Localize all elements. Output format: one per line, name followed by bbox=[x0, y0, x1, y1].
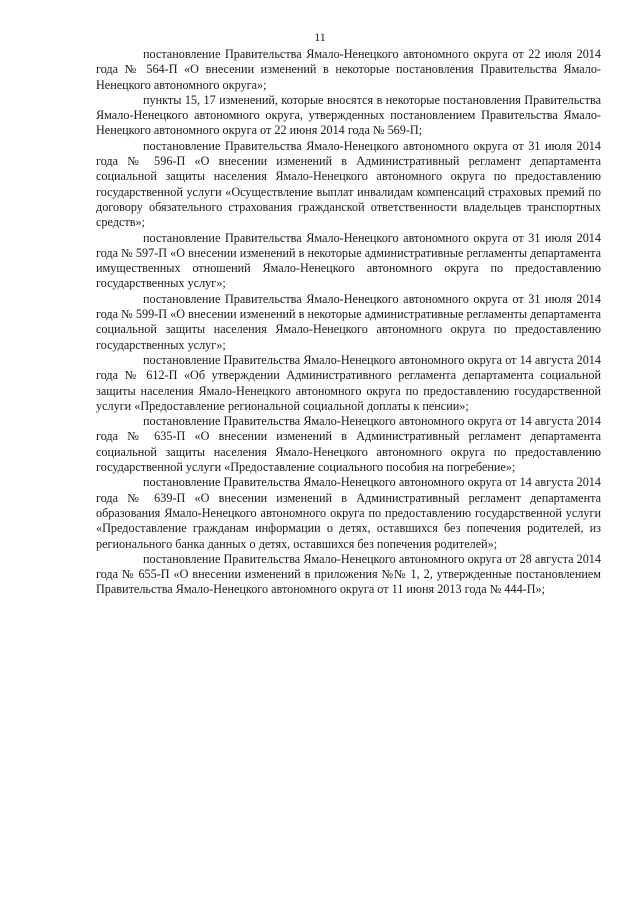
paragraph-635-p: постановление Правительства Ямало-Ненецкого автономного округа от 14 августа 2014 года № 635-П «О внесении изменений в Административный регламент департамента социальной защиты населения Ямало-Ненецкого автономного округа по предоставлению государственной услуги «Предоставление социального пособия на погребение»; bbox=[96, 414, 601, 475]
paragraph-655-p: постановление Правительства Ямало-Ненецкого автономного округа от 28 августа 2014 года № 655-П «О внесении изменений в приложения №№ 1, 2, утвержденные постановлением Правительства Ямало-Ненецкого автономного округа от 11 июня 2013 года № 444-П»; bbox=[96, 551, 601, 597]
paragraph-596-p: постановление Правительства Ямало-Ненецкого автономного округа от 31 июля 2014 года № 596-П «О внесении изменений в Административный регламент департамента социальной защиты населения Ямало-Ненецкого автономного округа по предоставлению государственной услуги «Осуществление выплат инвалидам компенсаций страховых премий по договору обязательного страхования гражданской ответственности владельцев транспортных средств»; bbox=[96, 138, 601, 230]
paragraph-639-p: постановление Правительства Ямало-Ненецкого автономного округа от 14 августа 2014 года № 639-П «О внесении изменений в Административный регламент департамента образования Ямало-Ненецкого автономного округа по предоставлению государственной услуги «Предоставление гражданам информации о детях, оставшихся без попечения родителей, из регионального банка данных о детях, оставшихся без попечения родителей»; bbox=[96, 475, 601, 551]
paragraph-597-p: постановление Правительства Ямало-Ненецкого автономного округа от 31 июля 2014 года № 597-П «О внесении изменений в некоторые административные регламенты департамента имущественных отношений Ямало-Ненецкого автономного округа по предоставлению государственных услуг»; bbox=[96, 230, 601, 291]
page-number: 11 bbox=[314, 30, 326, 44]
paragraph-612-p: постановление Правительства Ямало-Ненецкого автономного округа от 14 августа 2014 года № 612-П «Об утверждении Административного регламента департамента социальной защиты населения Ямало-Ненецкого автономного округа по предоставлению государственной услуги «Предоставление региональной социальной доплаты к пенсии»; bbox=[96, 352, 601, 413]
paragraph-564-p: постановление Правительства Ямало-Ненецкого автономного округа от 22 июля 2014 года № 564-П «О внесении изменений в некоторые постановления Правительства Ямало-Ненецкого автономного округа»; bbox=[96, 47, 601, 92]
paragraph-569-p: пункты 15, 17 изменений, которые вносятся в некоторые постановления Правительства Ямало-Ненецкого автономного округа, утвержденных постановлением Правительства Ямало-Ненецкого автономного округа от 22 июня 2014 года № 569-П; bbox=[96, 92, 601, 138]
paragraph-599-p: постановление Правительства Ямало-Ненецкого автономного округа от 31 июля 2014 года № 599-П «О внесении изменений в некоторые административные регламенты департамента социальной защиты населения Ямало-Ненецкого автономного округа по предоставлению государственных услуг»; bbox=[96, 291, 601, 352]
document-body bbox=[96, 47, 601, 598]
